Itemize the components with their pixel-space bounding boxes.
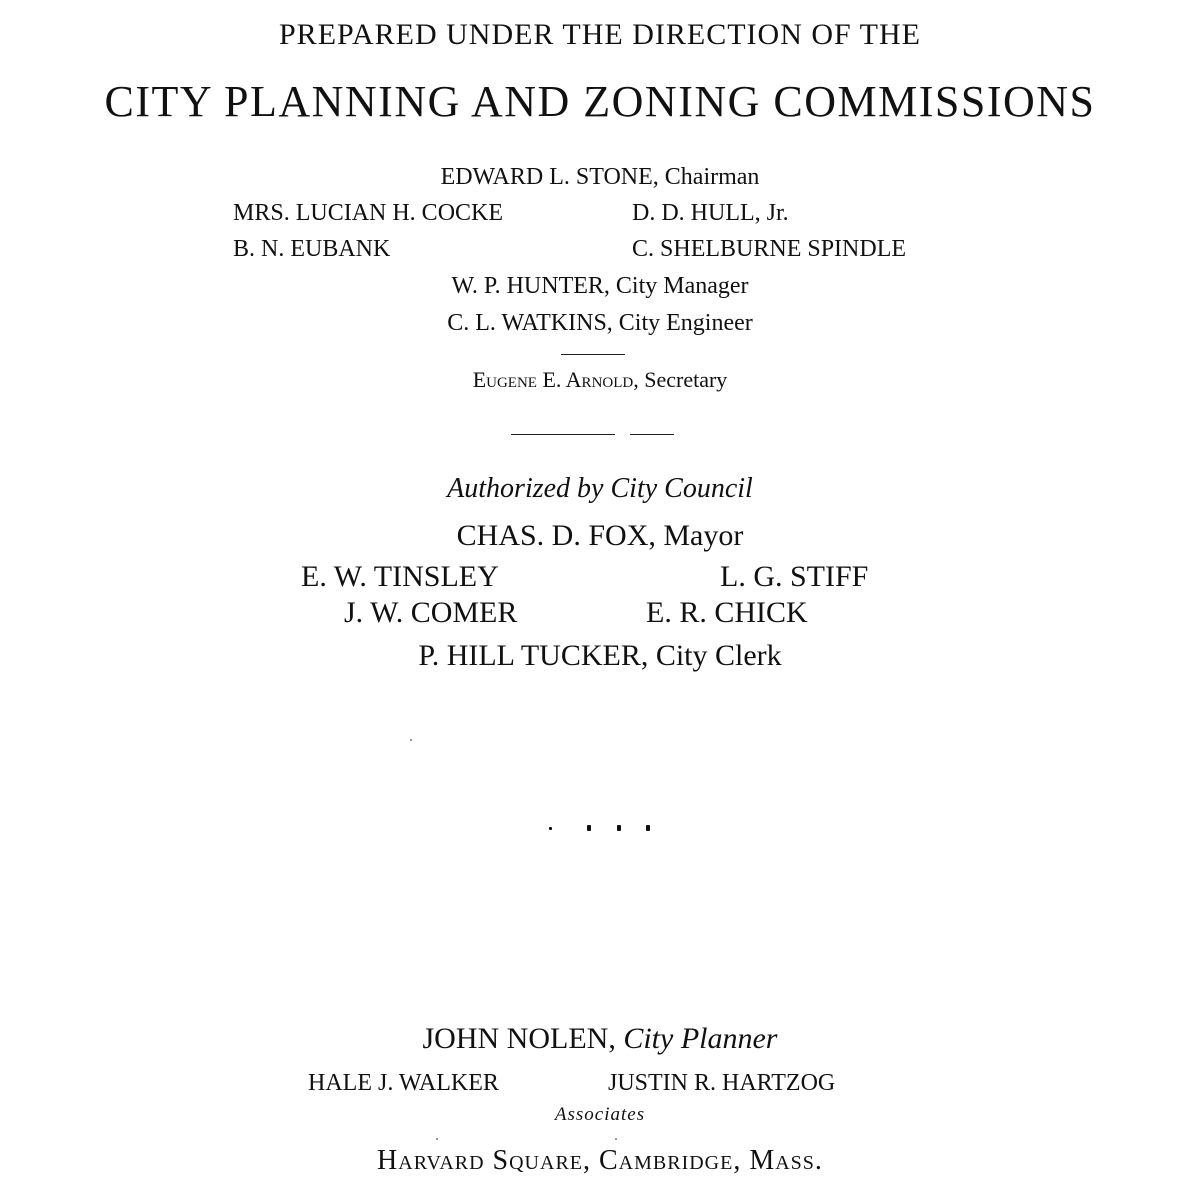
print-speck — [436, 1138, 438, 1140]
address-line: Harvard Square, Cambridge, Mass. — [377, 1145, 823, 1176]
print-speck — [410, 739, 412, 741]
section-divider-rule-short — [630, 434, 674, 435]
associates-label: Associates — [554, 1104, 646, 1125]
city-manager-line: W. P. HUNTER, City Manager — [451, 273, 749, 299]
planner-title: City Planner — [623, 1022, 778, 1055]
associate-hartzog: JUSTIN R. HARTZOG — [608, 1070, 836, 1096]
commission-member-eubank: B. N. EUBANK — [233, 236, 391, 262]
planner-line — [0, 1024, 1200, 1054]
ornament-dot — [549, 827, 552, 830]
planner-name: JOHN NOLEN, — [422, 1022, 616, 1055]
council-member-comer: J. W. COMER — [344, 596, 518, 629]
commission-member-spindle: C. SHELBURNE SPINDLE — [632, 236, 907, 262]
print-speck — [615, 1138, 617, 1140]
prepared-line: PREPARED UNDER THE DIRECTION OF THE — [279, 18, 921, 51]
council-member-chick: E. R. CHICK — [646, 596, 808, 629]
commission-title: CITY PLANNING AND ZONING COMMISSIONS — [104, 77, 1096, 126]
city-engineer-line: C. L. WATKINS, City Engineer — [447, 310, 753, 336]
ornament-dot — [587, 825, 591, 831]
ornament-dot — [646, 825, 650, 831]
mayor-line: CHAS. D. FOX, Mayor — [456, 519, 744, 552]
section-divider-rule-long — [511, 434, 615, 435]
ornament-dot — [617, 825, 621, 831]
authorized-line: Authorized by City Council — [447, 473, 753, 504]
council-member-stiff: L. G. STIFF — [720, 560, 869, 593]
commission-member-cocke: MRS. LUCIAN H. COCKE — [233, 200, 504, 226]
secretary-title: , Secretary — [633, 367, 728, 392]
council-member-tinsley: E. W. TINSLEY — [301, 560, 499, 593]
city-clerk-line: P. HILL TUCKER, City Clerk — [418, 639, 782, 672]
secretary-name: Eugene E. Arnold — [472, 367, 634, 392]
short-divider-rule — [561, 354, 625, 355]
associate-walker: HALE J. WALKER — [308, 1070, 499, 1096]
chairman-line: EDWARD L. STONE, Chairman — [440, 164, 760, 190]
commission-member-hull: D. D. HULL, Jr. — [632, 200, 789, 226]
secretary-line — [0, 369, 1200, 391]
